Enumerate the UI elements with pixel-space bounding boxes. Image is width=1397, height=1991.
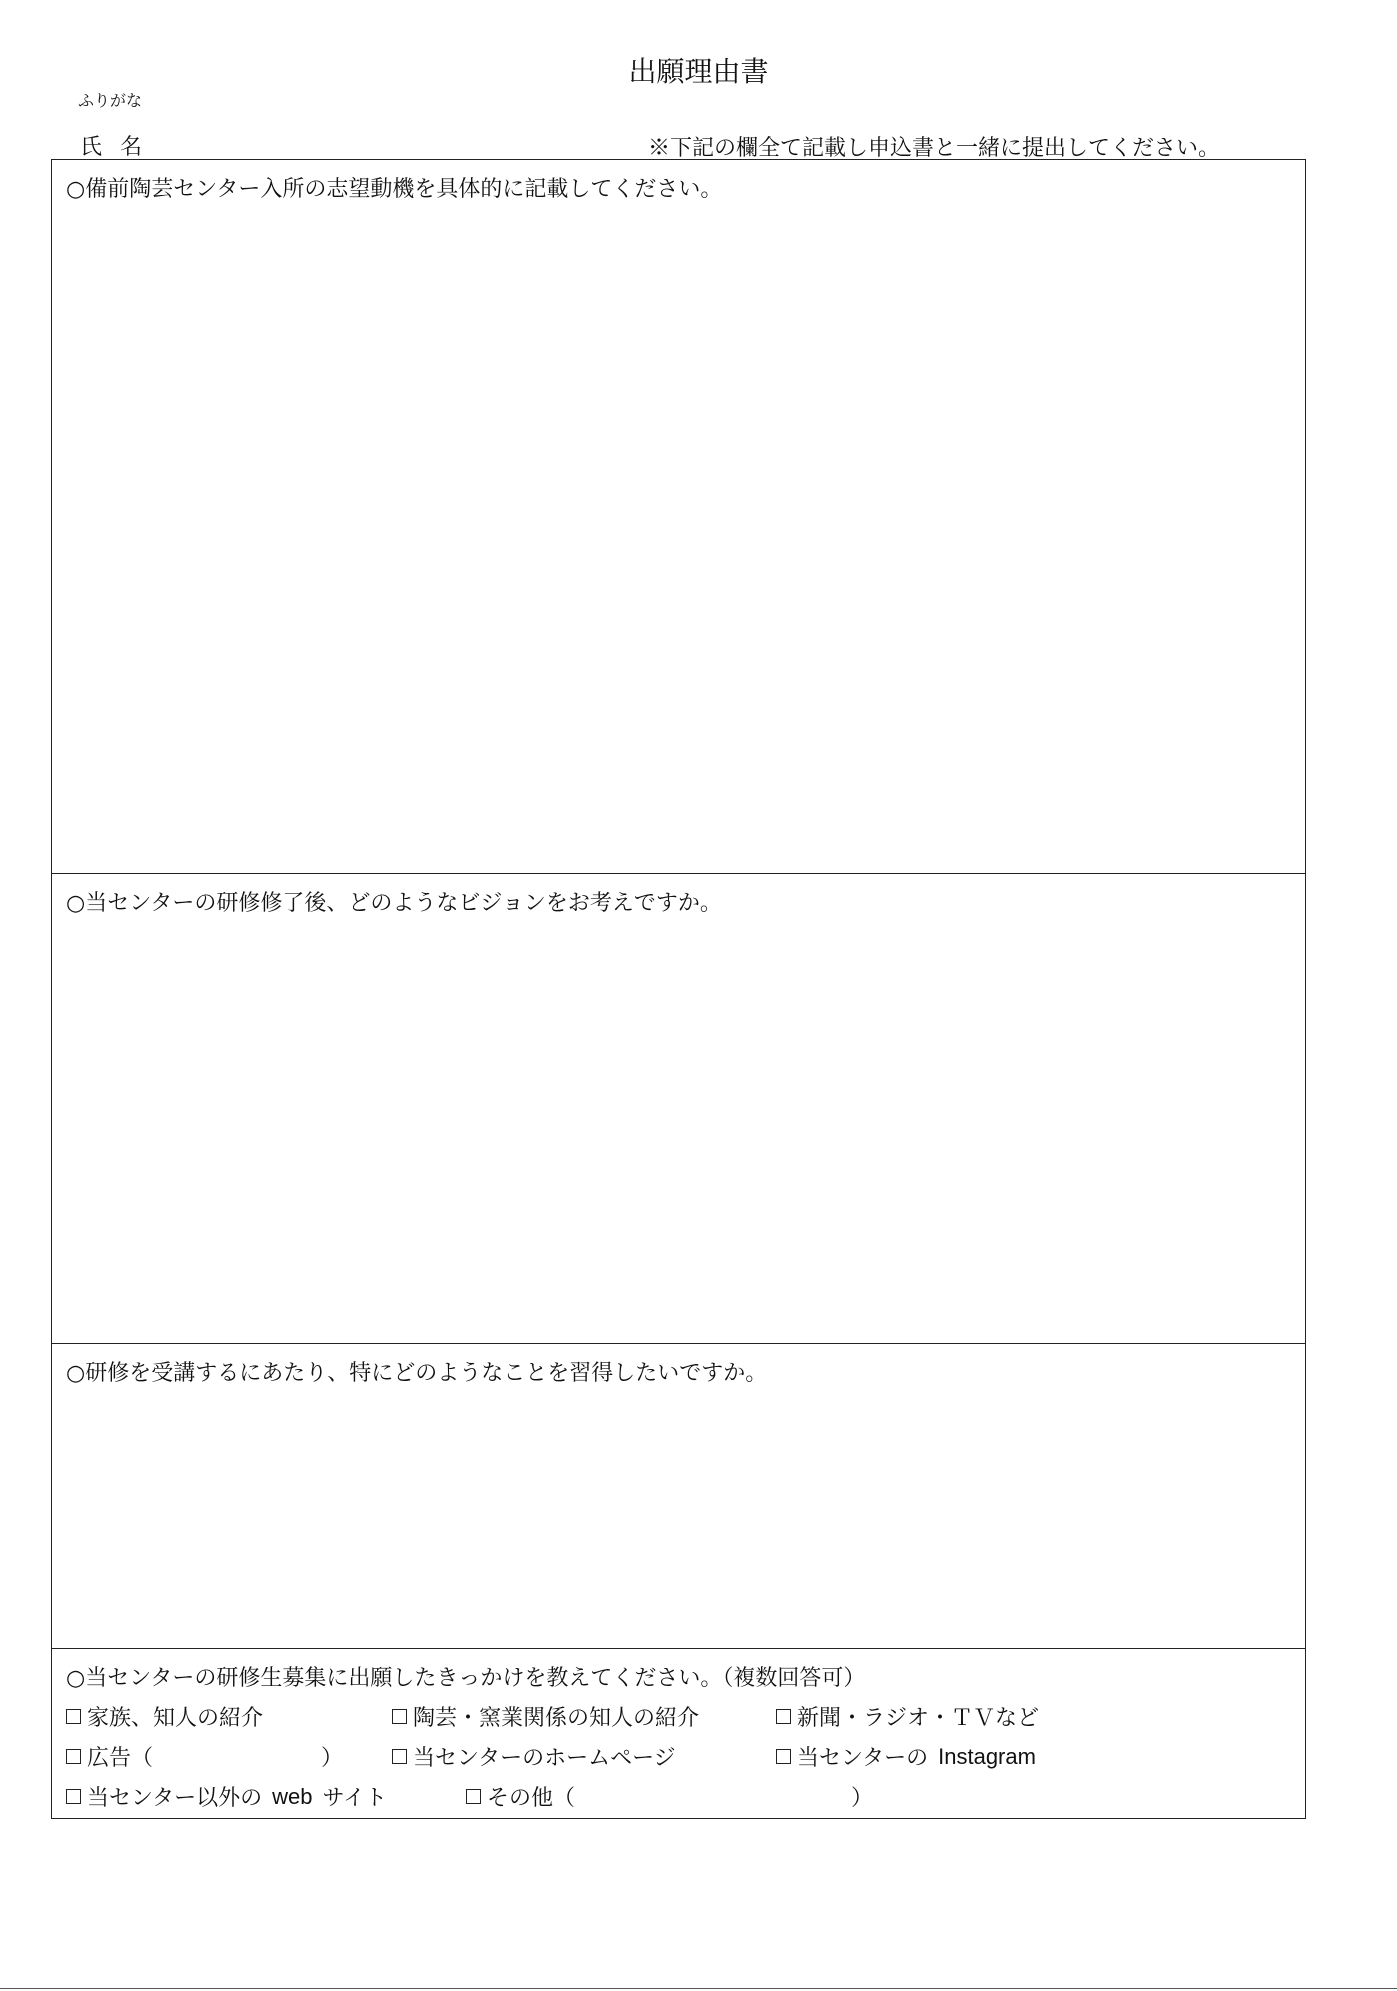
page-bottom-rule (0, 1988, 1397, 1989)
form-box (51, 159, 1306, 1819)
option-homepage-label: 当センターのホームページ (413, 1746, 676, 1771)
option-family[interactable] (66, 1701, 263, 1732)
option-other-website-suffix: サイト (322, 1786, 387, 1811)
checkbox-other-website[interactable] (66, 1789, 81, 1804)
vision-question: ○当センターの研修修了後、どのようなビジョンをお考えですか。 (66, 891, 722, 916)
trigger-section (52, 1649, 1305, 1820)
option-other-website[interactable] (66, 1781, 387, 1812)
option-other-website-prefix: 当センター以外の (87, 1786, 263, 1811)
name-label: 氏名 (80, 135, 161, 160)
checkbox-instagram[interactable] (776, 1749, 791, 1764)
checkbox-advertisement[interactable] (66, 1749, 81, 1764)
option-advertisement[interactable] (66, 1741, 343, 1772)
option-advertisement-suffix: ） (321, 1746, 344, 1771)
page-title: 出願理由書 (628, 55, 769, 88)
option-other-suffix: ） (851, 1786, 874, 1811)
checkbox-other[interactable] (466, 1789, 481, 1804)
option-homepage[interactable] (392, 1741, 676, 1772)
option-media-label: 新聞・ラジオ・ＴＶなど (797, 1706, 1040, 1731)
learning-goals-section[interactable] (52, 1344, 1305, 1649)
learning-goals-question: ○研修を受講するにあたり、特にどのようなことを習得したいですか。 (66, 1361, 768, 1386)
option-advertisement-prefix: 広告（ (87, 1746, 154, 1771)
furigana-label: ふりがな (78, 91, 143, 110)
checkbox-pottery-acquaintance[interactable] (392, 1709, 407, 1724)
checkbox-family[interactable] (66, 1709, 81, 1724)
trigger-question: ○当センターの研修生募集に出願したきっかけを教えてください。（複数回答可） (66, 1666, 866, 1691)
motivation-section[interactable] (52, 160, 1305, 874)
option-instagram[interactable] (776, 1741, 1036, 1772)
option-pottery-acquaintance[interactable] (392, 1701, 699, 1732)
option-instagram-word: Instagram (938, 1743, 1036, 1769)
checkbox-media[interactable] (776, 1709, 791, 1724)
option-family-label: 家族、知人の紹介 (87, 1706, 264, 1731)
checkbox-homepage[interactable] (392, 1749, 407, 1764)
option-other-website-word: web (272, 1783, 313, 1809)
option-pottery-acquaintance-label: 陶芸・窯業関係の知人の紹介 (413, 1706, 700, 1731)
option-other-prefix: その他（ (487, 1786, 576, 1811)
option-other[interactable] (466, 1781, 873, 1812)
vision-section[interactable] (52, 874, 1305, 1344)
option-media[interactable] (776, 1701, 1039, 1732)
option-instagram-prefix: 当センターの (797, 1746, 929, 1771)
submission-note: ※下記の欄全て記載し申込書と一緒に提出してください。 (648, 136, 1221, 161)
motivation-question: ○備前陶芸センター入所の志望動機を具体的に記載してください。 (66, 177, 723, 202)
